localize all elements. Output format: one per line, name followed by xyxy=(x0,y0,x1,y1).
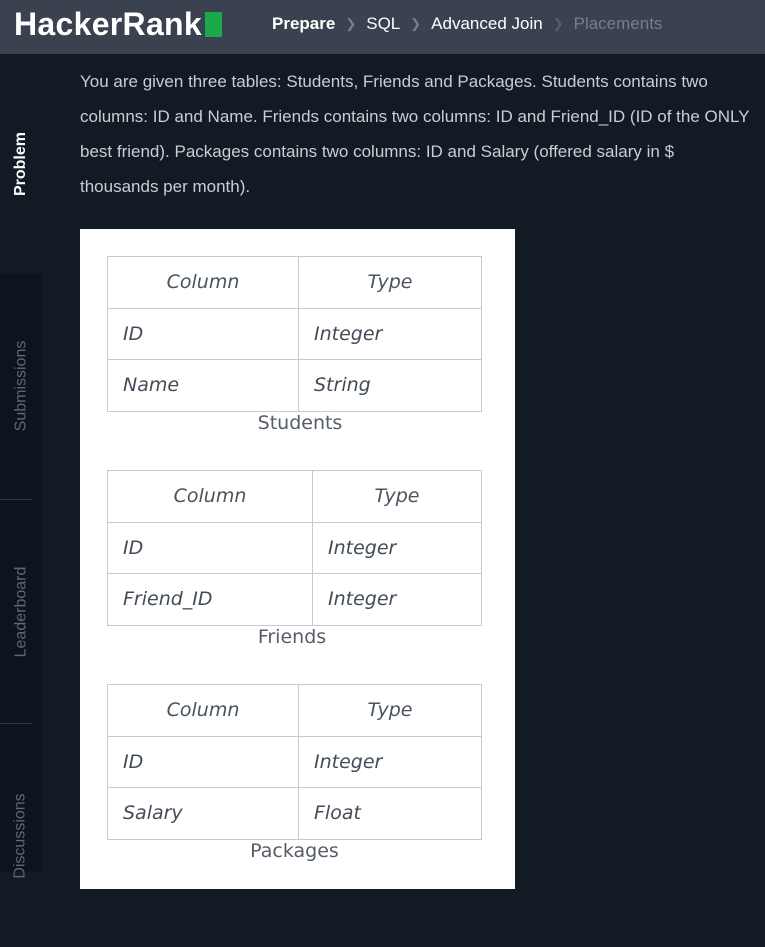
table-row xyxy=(108,308,482,360)
table-header-cell: Column xyxy=(108,257,299,309)
table-header-cell: Column xyxy=(108,685,299,737)
tab-discussions-label: Discussions xyxy=(12,792,30,879)
chevron-right-icon: ❯ xyxy=(410,16,422,31)
table-header-cell: Type xyxy=(313,471,482,523)
table-header-row xyxy=(108,257,482,309)
breadcrumb-placements: Placements xyxy=(573,14,663,33)
table-cell: Integer xyxy=(313,522,482,574)
tab-problem[interactable] xyxy=(0,54,42,273)
table-cell: Integer xyxy=(299,308,482,360)
table-row xyxy=(108,736,482,788)
table-header-row xyxy=(108,685,482,737)
table-header-cell: Type xyxy=(299,685,482,737)
chevron-right-icon: ❯ xyxy=(345,16,357,31)
table-cell: Name xyxy=(108,360,299,412)
packages-table xyxy=(107,684,482,840)
table-header-cell: Type xyxy=(299,257,482,309)
hackerrank-logo[interactable] xyxy=(14,5,222,43)
packages-caption: Packages xyxy=(250,840,339,862)
table-cell: Integer xyxy=(313,574,482,626)
tab-problem-label: Problem xyxy=(12,131,30,196)
problem-description: You are given three tables: Students, Friends and Packages. Students contains two columns: ID and Name. Friends contains two columns: ID and Friend_ID (ID of the ONLY best friend). Packages contains two columns: ID and Salary (offered salary in $ thousands per month). xyxy=(80,72,750,196)
table-cell: ID xyxy=(108,736,299,788)
table-row xyxy=(108,360,482,412)
table-cell: ID xyxy=(108,308,299,360)
logo-text: HackerRank xyxy=(14,6,202,42)
tab-leaderboard-label: Leaderboard xyxy=(12,566,29,657)
tab-leaderboard[interactable] xyxy=(0,500,42,723)
logo-mark-icon xyxy=(205,12,222,37)
top-navigation-bar xyxy=(0,0,765,54)
tab-submissions[interactable] xyxy=(0,273,42,499)
friends-caption: Friends xyxy=(257,626,327,648)
tab-discussions[interactable] xyxy=(0,724,42,947)
table-header-row xyxy=(108,471,482,523)
table-row xyxy=(108,522,482,574)
table-cell: Float xyxy=(299,788,482,840)
table-row xyxy=(108,574,482,626)
table-header-cell: Column xyxy=(108,471,313,523)
breadcrumb xyxy=(272,13,662,35)
breadcrumb-sql[interactable]: SQL xyxy=(366,14,401,33)
table-cell: Integer xyxy=(299,736,482,788)
sidebar-tabs xyxy=(0,54,42,879)
chevron-right-icon: ❯ xyxy=(552,16,564,31)
table-cell: Salary xyxy=(108,788,299,840)
breadcrumb-prepare[interactable]: Prepare xyxy=(272,14,336,33)
friends-table xyxy=(107,470,482,626)
table-row xyxy=(108,788,482,840)
schema-figure xyxy=(80,229,515,889)
breadcrumb-advanced-join[interactable]: Advanced Join xyxy=(431,14,543,33)
table-cell: ID xyxy=(108,522,313,574)
students-caption: Students xyxy=(257,412,343,434)
tab-submissions-label: Submissions xyxy=(12,340,30,432)
table-cell: String xyxy=(299,360,482,412)
students-table xyxy=(107,256,482,412)
table-cell: Friend_ID xyxy=(108,574,313,626)
